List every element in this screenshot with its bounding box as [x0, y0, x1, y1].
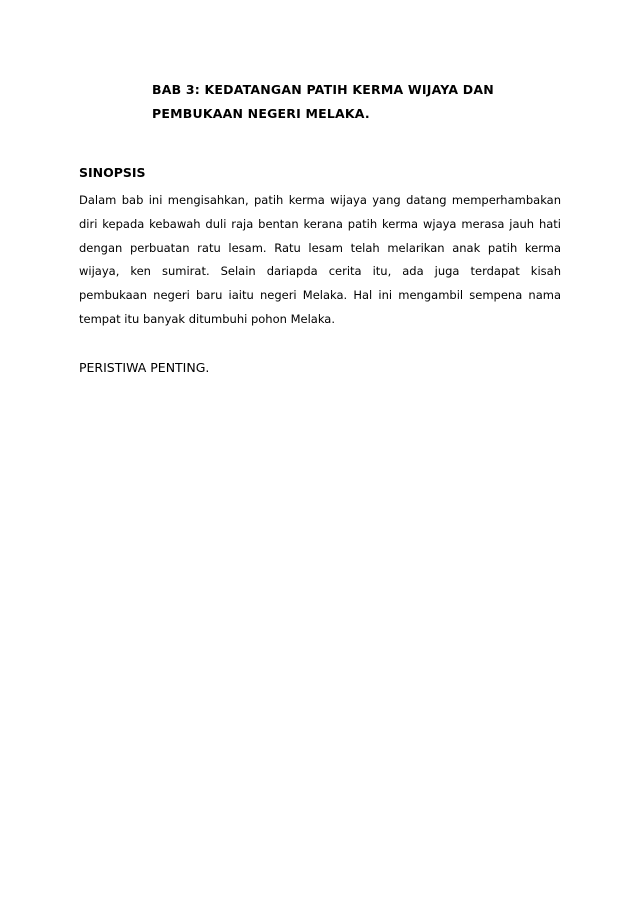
chapter-title-line-1: BAB 3: KEDATANGAN PATIH KERMA WIJAYA DAN: [152, 82, 494, 97]
chapter-title-line-2: PEMBUKAAN NEGERI MELAKA.: [152, 106, 370, 121]
synopsis-heading: SINOPSIS: [79, 165, 146, 180]
synopsis-line: dengan perbuatan ratu lesam. Ratu lesam telah melarikan anak patih kerma: [79, 240, 561, 255]
synopsis-line: tempat itu banyak ditumbuhi pohon Melaka.: [79, 311, 335, 326]
synopsis-line: Dalam bab ini mengisahkan, patih kerma wijaya yang datang memperhambakan: [79, 193, 561, 207]
synopsis-line: wijaya, ken sumirat. Selain dariapda cerita itu, ada juga terdapat kisah: [79, 264, 561, 279]
synopsis-paragraph: [79, 189, 561, 332]
synopsis-line: diri kepada kebawah duli raja bentan kerana patih kerma wjaya merasa jauh hati: [79, 216, 561, 231]
synopsis-line: pembukaan negeri baru iaitu negeri Melaka. Hal ini mengambil sempena nama: [79, 288, 561, 303]
chapter-title: [152, 78, 572, 126]
events-heading: PERISTIWA PENTING.: [79, 360, 210, 375]
